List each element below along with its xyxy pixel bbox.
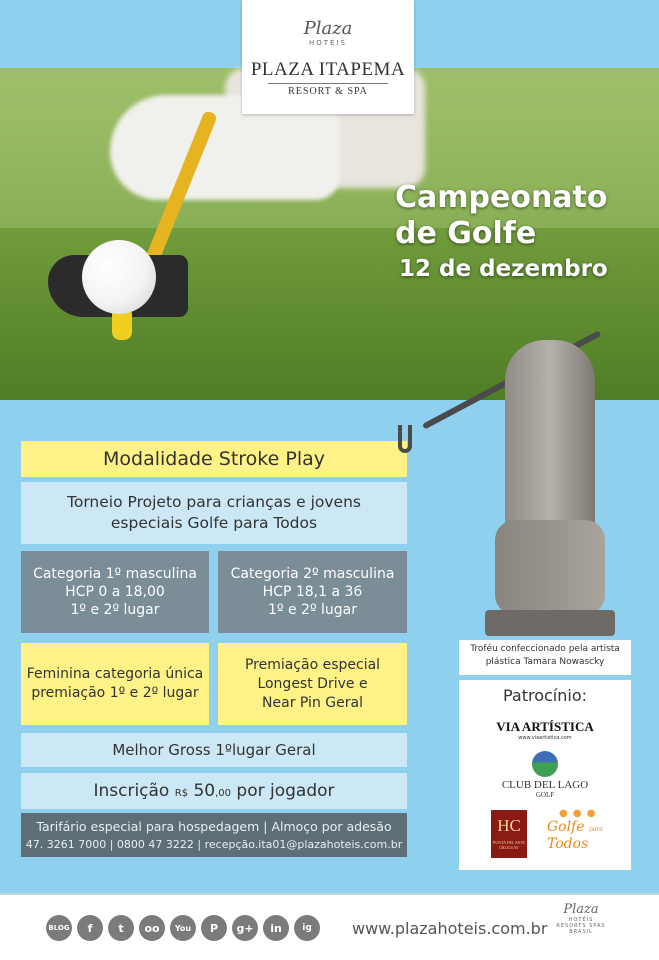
golf-tee [112, 310, 132, 340]
event-date: 12 de dezembro [399, 256, 608, 282]
title-line-2: de Golfe [395, 216, 537, 251]
inscricao-amount: 50 [193, 781, 216, 801]
logo-hoteis: HOTÉIS [309, 39, 347, 47]
footer-plaza-logo [556, 902, 606, 935]
inscricao-label: Inscrição [93, 781, 170, 801]
tripadvisor-icon[interactable]: oo [139, 915, 165, 941]
event-title [395, 180, 608, 286]
linkedin-icon[interactable]: in [263, 915, 289, 941]
sponsors-panel [459, 680, 631, 870]
golfe-para-todos-logo [547, 820, 607, 851]
torneio-line-2: especiais Golfe para Todos [110, 514, 318, 532]
categoria-1-hcp: HCP 0 a 18,00 [65, 584, 165, 600]
logo-divider [268, 83, 388, 84]
facebook-icon[interactable]: f [77, 915, 103, 941]
gpt-para: para [589, 826, 603, 833]
footer [0, 893, 659, 960]
categoria-2-box [218, 551, 407, 633]
gpt-todos: Todos [547, 836, 589, 852]
premiacao-line-2: Longest Drive e [257, 676, 368, 692]
logo-brand: PLAZA ITAPEMA [250, 59, 406, 80]
golf-ball [82, 240, 156, 314]
categoria-1-title: Categoria 1º masculina [33, 566, 197, 582]
premiacao-line-3: Near Pin Geral [262, 695, 363, 711]
twitter-icon[interactable]: t [108, 915, 134, 941]
feminina-line-1: Feminina categoria única [26, 666, 204, 682]
premiacao-line-1: Premiação especial [244, 657, 381, 673]
logo-script: Plaza [303, 18, 353, 39]
hc-logo [491, 810, 527, 858]
inscricao-suffix: por jogador [236, 781, 335, 801]
google-plus-icon[interactable]: g+ [232, 915, 258, 941]
club-del-lago-icon [532, 751, 558, 777]
golfe-para-todos-dots: ● ● ● [559, 808, 597, 819]
gpt-golfe: Golfe [547, 819, 585, 835]
footer-logo-text: HOTÉIS RESORTS SPAS BRASIL [556, 917, 606, 935]
hc-logo-sub: PUNTA DEL ESTE URUGUAY [493, 840, 525, 850]
club-del-lago-logo: CLUB DEL LAGO [501, 779, 589, 791]
trophy-base [485, 610, 615, 636]
logo-subtitle: RESORT & SPA [288, 86, 368, 97]
inscricao-box [21, 773, 407, 809]
feminina-line-2: premiação 1º e 2º lugar [31, 685, 199, 701]
social-icons [46, 915, 320, 941]
footer-logo-script: Plaza [563, 902, 599, 917]
inscricao-currency: R$ [174, 788, 189, 799]
sponsors-heading: Patrocínio: [502, 686, 588, 705]
hc-logo-text: HC [497, 816, 521, 835]
instagram-icon[interactable]: ig [294, 915, 320, 941]
caption-line-2: plástica Tamara Nowascky [485, 657, 605, 667]
contact-line: 47. 3261 7000 | 0800 47 3222 | recepção.ita01@plazahoteis.com.br [25, 838, 403, 851]
modalidade-banner: Modalidade Stroke Play [21, 441, 407, 477]
trophy-caption [459, 640, 631, 675]
golfer-trophy-image [470, 330, 620, 640]
trophy-legs [495, 520, 605, 615]
melhor-gross-box: Melhor Gross 1ºlugar Geral [21, 733, 407, 767]
categoria-1-box [21, 551, 209, 633]
club-del-lago-golf: GOLF [535, 791, 555, 799]
categoria-2-title: Categoria 2º masculina [230, 566, 395, 582]
caption-line-1: Troféu confeccionado pela artista [470, 644, 620, 654]
pinterest-icon[interactable]: P [201, 915, 227, 941]
title-line-1: Campeonato [395, 180, 608, 215]
via-artistica-logo: VIA ARTÍSTICA [496, 719, 594, 734]
tarifario-box [21, 813, 407, 857]
feminina-box [21, 643, 209, 725]
via-artistica-site: www.viaartistica.com [518, 735, 572, 741]
categoria-2-places: 1º e 2º lugar [268, 602, 357, 618]
blog-icon[interactable]: BLOG [46, 915, 72, 941]
trophy-club-head [398, 425, 412, 453]
premiacao-box [218, 643, 407, 725]
inscricao-cents: ,00 [215, 788, 232, 799]
tarifario-line-1: Tarifário especial para hospedagem | Almoço por adesão [36, 819, 392, 834]
torneio-line-1: Torneio Projeto para crianças e jovens [67, 493, 361, 511]
website-link[interactable]: www.plazahoteis.com.br [352, 919, 548, 938]
youtube-icon[interactable]: You [170, 915, 196, 941]
categoria-1-places: 1º e 2º lugar [70, 602, 160, 618]
plaza-itapema-logo [242, 0, 414, 114]
torneio-box [21, 482, 407, 544]
categoria-2-hcp: HCP 18,1 a 36 [262, 584, 363, 600]
